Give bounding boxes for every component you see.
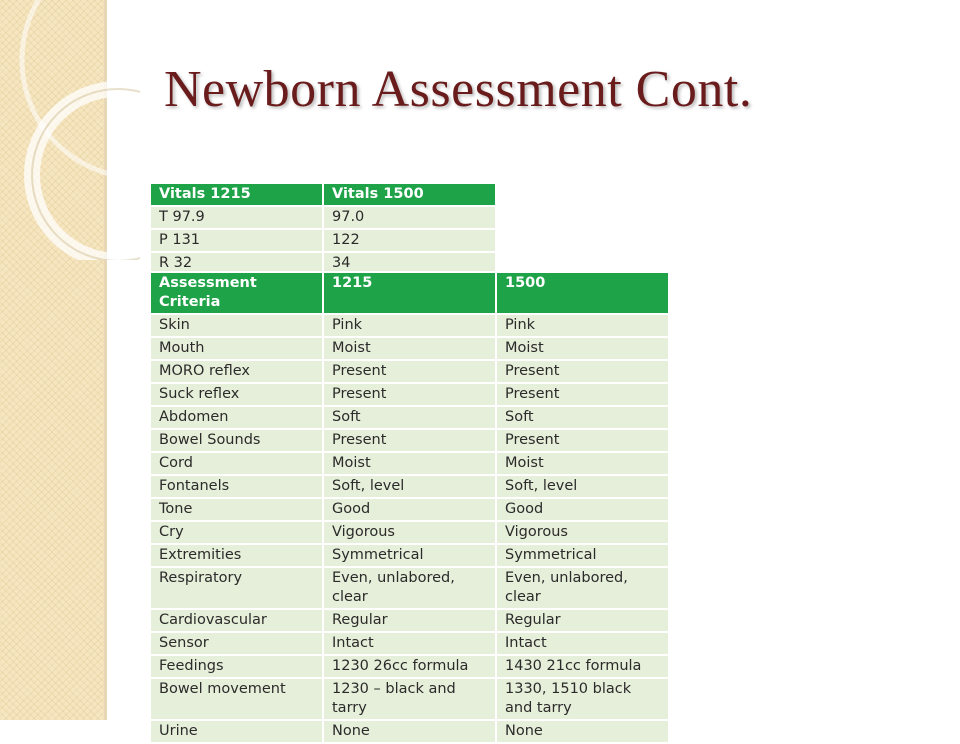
assessment-cell: None bbox=[497, 721, 668, 742]
assessment-cell: Vigorous bbox=[324, 522, 495, 543]
assessment-row bbox=[151, 407, 668, 428]
assessment-cell: Abdomen bbox=[151, 407, 322, 428]
assessment-cell: Good bbox=[324, 499, 495, 520]
vitals-cell: R 32 bbox=[151, 253, 322, 274]
assessment-cell: Cardiovascular bbox=[151, 610, 322, 631]
assessment-cell: MORO reflex bbox=[151, 361, 322, 382]
assessment-cell: Intact bbox=[497, 633, 668, 654]
vitals-row bbox=[151, 207, 495, 228]
assessment-cell: 1230 – black and tarry bbox=[324, 679, 495, 719]
assessment-header-row bbox=[151, 273, 668, 313]
assessment-cell: Soft, level bbox=[324, 476, 495, 497]
assessment-cell: Moist bbox=[497, 338, 668, 359]
vitals-cell: P 131 bbox=[151, 230, 322, 251]
assessment-cell: Good bbox=[497, 499, 668, 520]
assessment-cell: Regular bbox=[497, 610, 668, 631]
assessment-table bbox=[149, 271, 670, 744]
assessment-cell: Present bbox=[324, 430, 495, 451]
assessment-cell: Moist bbox=[324, 338, 495, 359]
assessment-cell: Bowel Sounds bbox=[151, 430, 322, 451]
assessment-row bbox=[151, 315, 668, 336]
assessment-cell: Present bbox=[497, 384, 668, 405]
assessment-row bbox=[151, 610, 668, 631]
assessment-cell: Mouth bbox=[151, 338, 322, 359]
assessment-cell: Pink bbox=[324, 315, 495, 336]
assessment-cell: Symmetrical bbox=[497, 545, 668, 566]
assessment-header-cell: 1500 bbox=[497, 273, 668, 313]
vitals-header-cell: Vitals 1215 bbox=[151, 184, 322, 205]
assessment-row bbox=[151, 721, 668, 742]
assessment-row bbox=[151, 568, 668, 608]
assessment-row bbox=[151, 679, 668, 719]
decorative-circles bbox=[0, 0, 140, 260]
assessment-header-cell: Assessment Criteria bbox=[151, 273, 322, 313]
vitals-header-cell: Vitals 1500 bbox=[324, 184, 495, 205]
assessment-cell: Respiratory bbox=[151, 568, 322, 608]
assessment-cell: Cord bbox=[151, 453, 322, 474]
assessment-cell: Soft bbox=[324, 407, 495, 428]
assessment-cell: Present bbox=[497, 430, 668, 451]
assessment-cell: Moist bbox=[497, 453, 668, 474]
assessment-cell: Moist bbox=[324, 453, 495, 474]
assessment-cell: Bowel movement bbox=[151, 679, 322, 719]
assessment-cell: 1230 26cc formula bbox=[324, 656, 495, 677]
vitals-header-row bbox=[151, 184, 495, 205]
vitals-cell: 97.0 bbox=[324, 207, 495, 228]
vitals-cell: 34 bbox=[324, 253, 495, 274]
vitals-cell: T 97.9 bbox=[151, 207, 322, 228]
assessment-cell: Urine bbox=[151, 721, 322, 742]
assessment-cell: Present bbox=[324, 384, 495, 405]
assessment-row bbox=[151, 384, 668, 405]
assessment-cell: 1430 21cc formula bbox=[497, 656, 668, 677]
assessment-row bbox=[151, 361, 668, 382]
assessment-cell: Tone bbox=[151, 499, 322, 520]
assessment-cell: Even, unlabored, clear bbox=[497, 568, 668, 608]
assessment-row bbox=[151, 499, 668, 520]
assessment-cell: Extremities bbox=[151, 545, 322, 566]
assessment-cell: Present bbox=[497, 361, 668, 382]
slide-title: Newborn Assessment Cont. bbox=[164, 61, 753, 118]
assessment-cell: Pink bbox=[497, 315, 668, 336]
assessment-header-cell: 1215 bbox=[324, 273, 495, 313]
assessment-cell: Skin bbox=[151, 315, 322, 336]
assessment-cell: Present bbox=[324, 361, 495, 382]
assessment-row bbox=[151, 522, 668, 543]
assessment-cell: Soft, level bbox=[497, 476, 668, 497]
assessment-row bbox=[151, 545, 668, 566]
vitals-cell: 122 bbox=[324, 230, 495, 251]
assessment-cell: Regular bbox=[324, 610, 495, 631]
assessment-cell: Cry bbox=[151, 522, 322, 543]
assessment-cell: Soft bbox=[497, 407, 668, 428]
assessment-cell: 1330, 1510 black and tarry bbox=[497, 679, 668, 719]
assessment-row bbox=[151, 656, 668, 677]
assessment-row bbox=[151, 430, 668, 451]
assessment-cell: Vigorous bbox=[497, 522, 668, 543]
assessment-row bbox=[151, 476, 668, 497]
assessment-cell: None bbox=[324, 721, 495, 742]
assessment-cell: Symmetrical bbox=[324, 545, 495, 566]
assessment-cell: Suck reflex bbox=[151, 384, 322, 405]
vitals-row bbox=[151, 230, 495, 251]
assessment-cell: Sensor bbox=[151, 633, 322, 654]
assessment-row bbox=[151, 338, 668, 359]
assessment-row bbox=[151, 633, 668, 654]
assessment-cell: Intact bbox=[324, 633, 495, 654]
vitals-table bbox=[149, 182, 497, 276]
assessment-cell: Feedings bbox=[151, 656, 322, 677]
assessment-cell: Fontanels bbox=[151, 476, 322, 497]
assessment-row bbox=[151, 453, 668, 474]
assessment-cell: Even, unlabored, clear bbox=[324, 568, 495, 608]
